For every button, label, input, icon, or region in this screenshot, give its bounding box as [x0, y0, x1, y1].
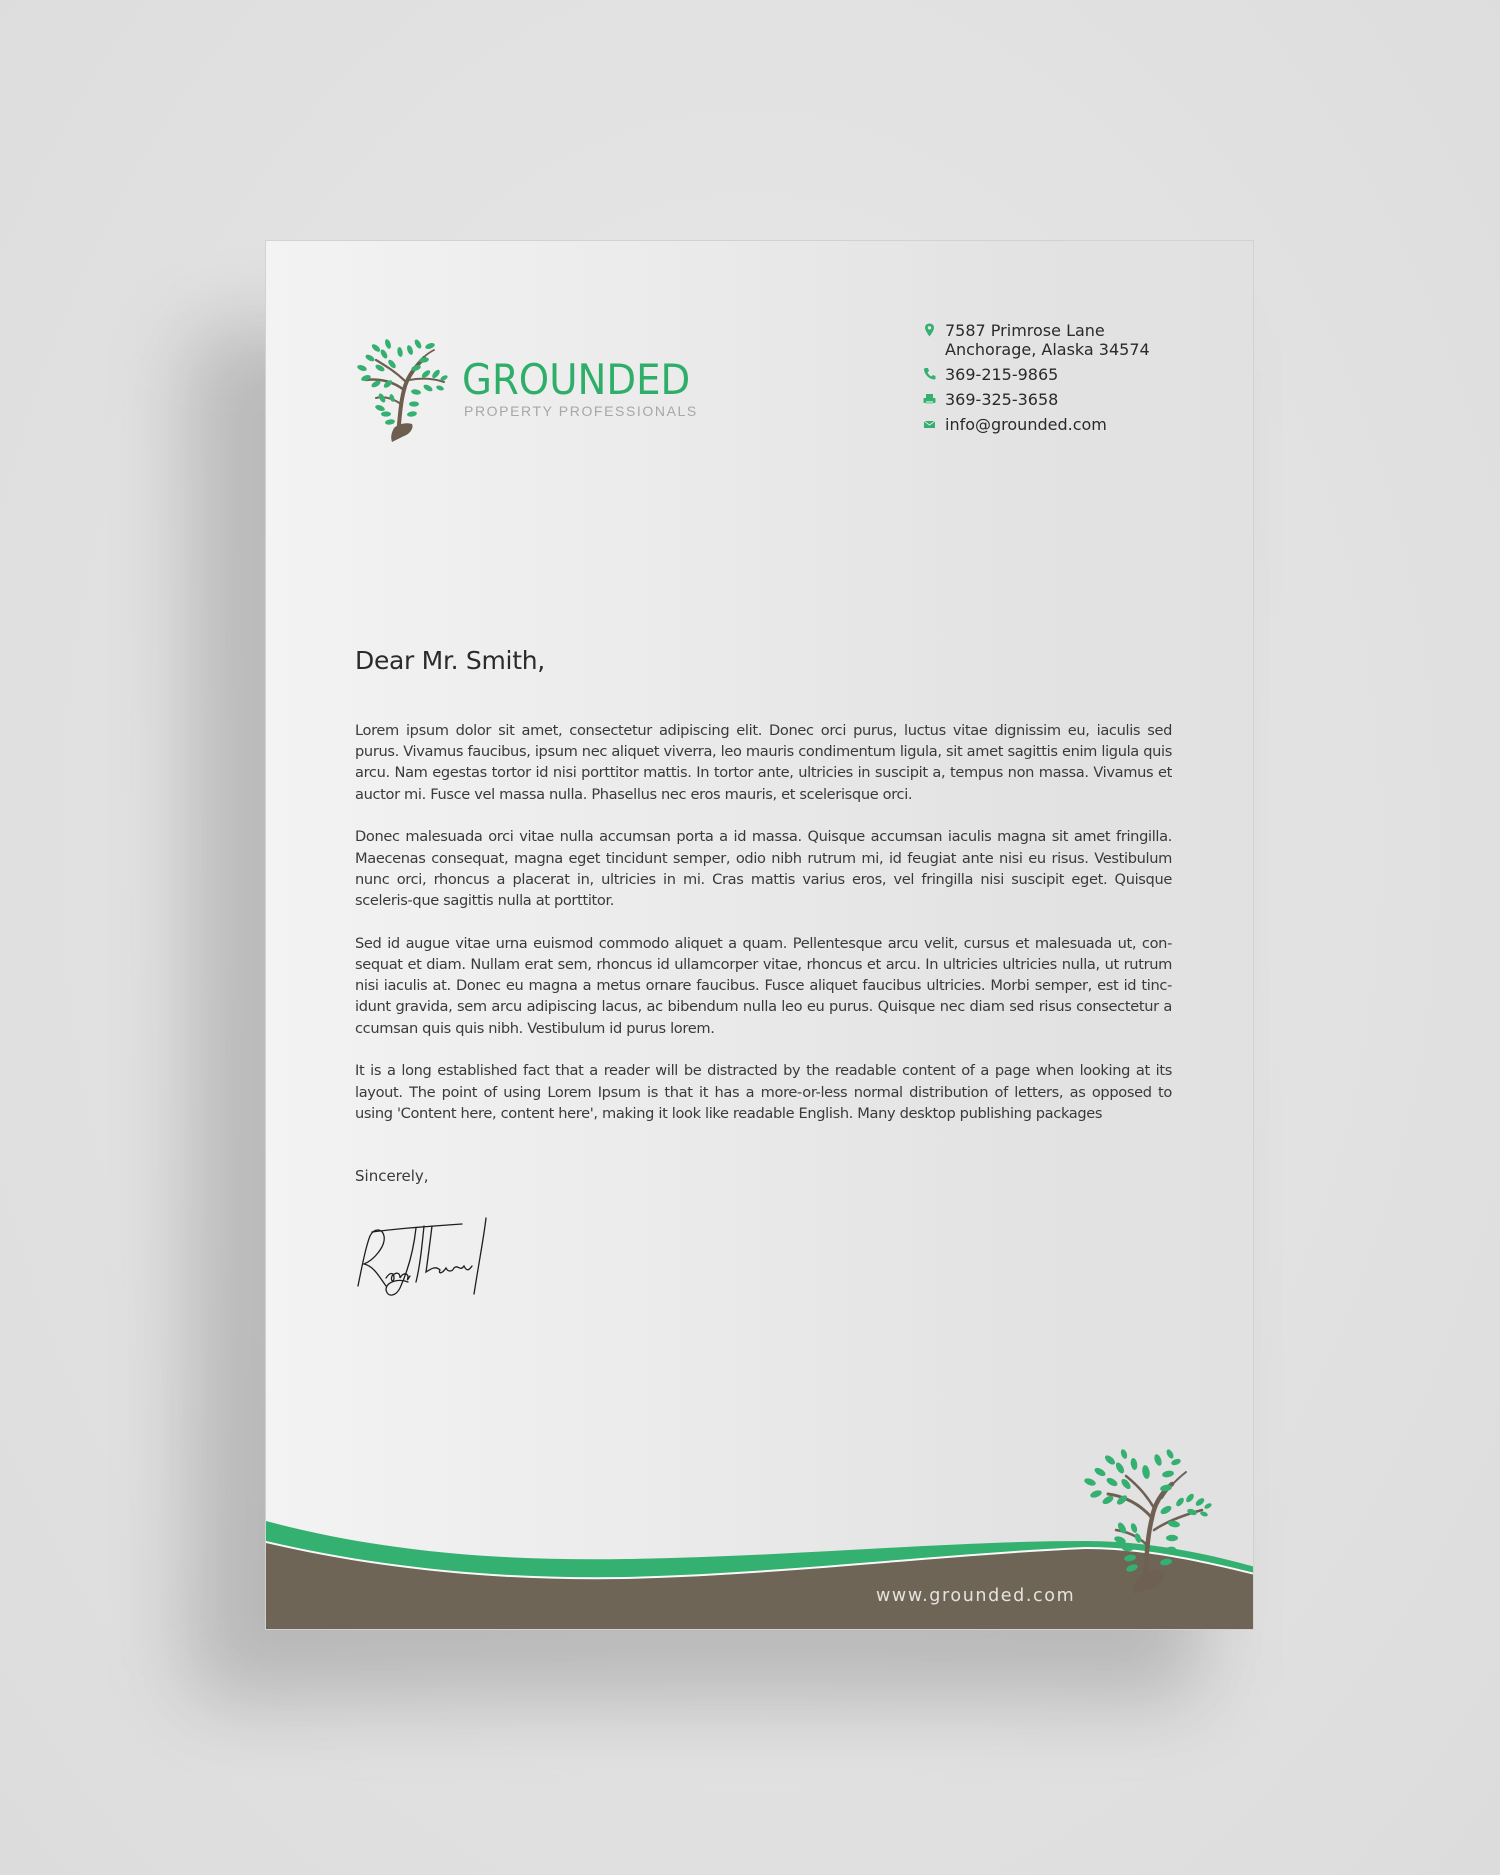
email-row [921, 415, 1150, 434]
phone-number: 369-215-9865 [945, 365, 1059, 384]
address [921, 321, 1150, 359]
letter-body [355, 720, 1172, 1146]
tree-icon [1076, 1448, 1226, 1598]
map-pin-icon [923, 323, 936, 337]
address-line-1: 7587 Primrose Lane [945, 321, 1105, 340]
paragraph-2: Donec malesuada orci vitae nulla accumsan porta a id massa. Quisque accumsan iaculis magna sit amet fringilla. Maecenas consequat, magna eget tincidunt semper, odio nibh rutrum mi, id feugiat ante nisi eu risus. Vestibulum nunc orci, rhoncus a placerat in, ultricies in mi. Cras mattis varius eros, vel fringilla nisi suscipit eget. Quisque sceleris-que sagittis nulla at porttitor. [355, 828, 1172, 910]
paragraph-3: Sed id augue vitae urna euismod commodo aliquet a quam. Pellentesque arcu velit, cursus et malesuada ut, con-sequat et diam. Nullam erat sem, rhoncus id ullamcorper vitae, rhoncus et arcu. In ultricies ultricies nulla, ut rutrum nisi iaculis at. Donec eu magna a metus ornare faucibus. Fusce aliquet faucibus ultricies. Morbi semper, est id tinc-idunt gravida, sem arcu adipiscing lacus, ac bibendum nulla leo eu purus. Quisque nec diam sed risus consectetur a ccumsan quis quis nibh. Vestibulum id purus lorem. [355, 934, 1172, 1037]
phone-row [921, 365, 1150, 384]
address-line-2: Anchorage, Alaska 34574 [945, 340, 1150, 359]
letterhead-page [265, 240, 1254, 1630]
brand-logo [354, 338, 714, 443]
closing: Sincerely, [355, 1167, 429, 1185]
brand-name: GROUNDED [462, 355, 691, 404]
fax-number: 369-325-3658 [945, 390, 1059, 409]
paragraph-4: It is a long established fact that a reader will be distracted by the readable content of a page when looking at its layout. The point of using Lorem Ipsum is that it has a more-or-less normal distribution of letters, as opposed to using 'Content here, content here', making it look like readable English. Many desktop publishing packages [355, 1062, 1172, 1122]
website-url: www.grounded.com [876, 1586, 1076, 1606]
paragraph-1: Lorem ipsum dolor sit amet, consectetur adipiscing elit. Donec orci purus, luctus vitae dignissim eu, iaculis sed purus. Vivamus faucibus, ipsum nec aliquet viverra, leo mauris condimentum ligula, sit amet sagittis enim ligula quis arcu. Nam egestas tortor id nisi porttitor mattis. In tortor ante, ultricies in suscipit a, tempus non massa. Vivamus et auctor mi. Fusce vel massa nulla. Phasellus nec eros mauris, et scelerisque orci. [355, 722, 1172, 803]
tree-icon [354, 338, 450, 442]
fax-row [921, 390, 1150, 409]
salutation: Dear Mr. Smith, [355, 646, 545, 675]
mail-icon [923, 417, 936, 431]
fax-icon [923, 392, 936, 406]
signature-image [352, 1216, 492, 1301]
email-address: info@grounded.com [945, 415, 1107, 434]
contact-block [921, 321, 1150, 434]
brand-tagline: PROPERTY PROFESSIONALS [464, 403, 698, 419]
phone-icon [923, 367, 936, 381]
